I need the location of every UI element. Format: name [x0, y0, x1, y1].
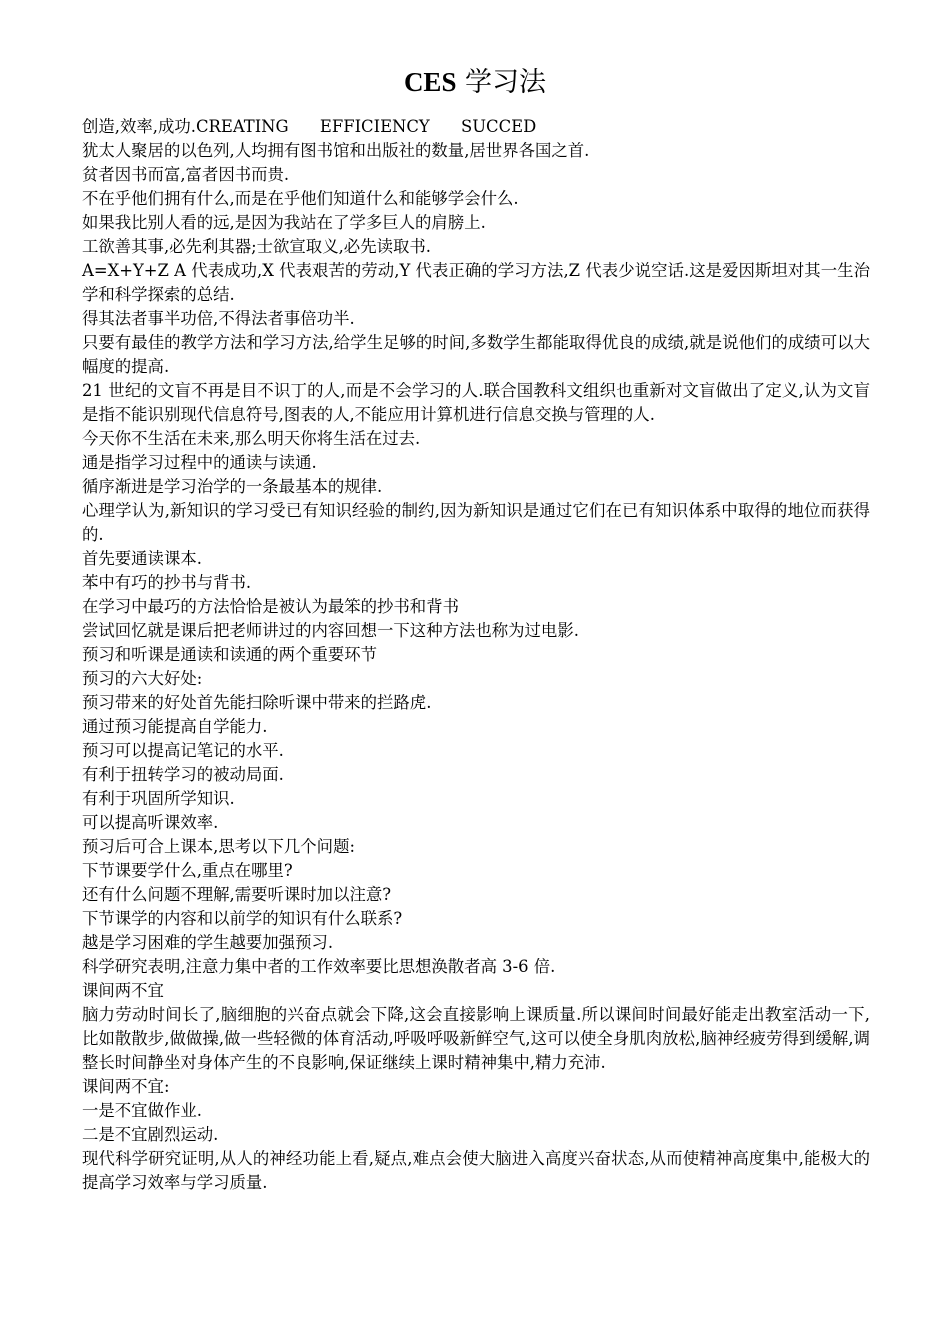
- paragraph: 通过预习能提高自学能力.: [82, 717, 268, 736]
- paragraph: 在学习中最巧的方法恰恰是被认为最笨的抄书和背书: [82, 597, 459, 616]
- paragraph: 如果我比别人看的远,是因为我站在了学多巨人的肩膀上.: [82, 213, 486, 232]
- document-body: [82, 115, 870, 1195]
- paragraph: 科学研究表明,注意力集中者的工作效率要比思想涣散者高 3-6 倍.: [82, 957, 556, 976]
- paragraph: 还有什么问题不理解,需要听课时加以注意?: [82, 885, 392, 904]
- title-latin: CES: [403, 67, 457, 97]
- paragraph: 循序渐进是学习治学的一条最基本的规律.: [82, 477, 383, 496]
- paragraph: A=X+Y+Z A 代表成功,X 代表艰苦的劳动,Y 代表正确的学习方法,Z 代表少说空话.这是爱因斯坦对其一生治学和科学探索的总结.: [82, 261, 870, 304]
- paragraph: 有利于扭转学习的被动局面.: [82, 765, 284, 784]
- paragraph: 尝试回忆就是课后把老师讲过的内容回想一下这种方法也称为过电影.: [82, 621, 579, 640]
- paragraph: 通是指学习过程中的通读与读通.: [82, 453, 317, 472]
- paragraph: 犹太人聚居的以色列,人均拥有图书馆和出版社的数量,居世界各国之首.: [82, 141, 590, 160]
- page-title: [0, 62, 950, 103]
- title-cjk: 学习法: [456, 67, 547, 98]
- paragraph: 心理学认为,新知识的学习受已有知识经验的制约,因为新知识是通过它们在已有知识体系中取得的地位而获得的.: [82, 501, 870, 544]
- paragraph: 越是学习困难的学生越要加强预习.: [82, 933, 334, 952]
- paragraph: 今天你不生活在未来,那么明天你将生活在过去.: [82, 429, 421, 448]
- paragraph: 创造,效率,成功.CREATING EFFICIENCY SUCCED: [82, 117, 537, 136]
- paragraph: 二是不宜剧烈运动.: [82, 1125, 219, 1144]
- paragraph: 课间两不宜: [82, 981, 164, 1000]
- paragraph: 脑力劳动时间长了,脑细胞的兴奋点就会下降,这会直接影响上课质量.所以课间时间最好能走出教室活动一下,比如散散步,做做操,做一些轻微的体育活动,呼吸呼吸新鲜空气,这可以使全身肌肉放松,脑神经疲劳得到缓解,调整长时间静坐对身体产生的不良影响,保证继续上课时精神集中,精力充沛.: [82, 1005, 870, 1072]
- paragraph: 预习带来的好处首先能扫除听课中带来的拦路虎.: [82, 693, 432, 712]
- paragraph: 苯中有巧的抄书与背书.: [82, 573, 252, 592]
- paragraph: 预习后可合上课本,思考以下几个问题:: [82, 837, 355, 856]
- paragraph: 预习的六大好处:: [82, 669, 203, 688]
- paragraph: 下节课学的内容和以前学的知识有什么联系?: [82, 909, 403, 928]
- paragraph: 预习可以提高记笔记的水平.: [82, 741, 284, 760]
- paragraph: 现代科学研究证明,从人的神经功能上看,疑点,难点会使大脑进入高度兴奋状态,从而使精神高度集中,能极大的提高学习效率与学习质量.: [82, 1149, 870, 1192]
- paragraph: 工欲善其事,必先利其器;士欲宣取义,必先读取书.: [82, 237, 431, 256]
- paragraph: 课间两不宜:: [82, 1077, 170, 1096]
- paragraph: 贫者因书而富,富者因书而贵.: [82, 165, 290, 184]
- paragraph: 可以提高听课效率.: [82, 813, 219, 832]
- paragraph: 首先要通读课本.: [82, 549, 202, 568]
- paragraph: 下节课要学什么,重点在哪里?: [82, 861, 293, 880]
- paragraph: 不在乎他们拥有什么,而是在乎他们知道什么和能够学会什么.: [82, 189, 519, 208]
- paragraph: 一是不宜做作业.: [82, 1101, 202, 1120]
- paragraph: 21 世纪的文盲不再是目不识丁的人,而是不会学习的人.联合国教科文组织也重新对文盲做出了定义,认为文盲是指不能识别现代信息符号,图表的人,不能应用计算机进行信息交换与管理的人.: [82, 381, 870, 424]
- paragraph: 得其法者事半功倍,不得法者事倍功半.: [82, 309, 355, 328]
- paragraph: 只要有最佳的教学方法和学习方法,给学生足够的时间,多数学生都能取得优良的成绩,就是说他们的成绩可以大幅度的提高.: [82, 333, 870, 376]
- paragraph: 预习和听课是通读和读通的两个重要环节: [82, 645, 378, 664]
- paragraph: 有利于巩固所学知识.: [82, 789, 235, 808]
